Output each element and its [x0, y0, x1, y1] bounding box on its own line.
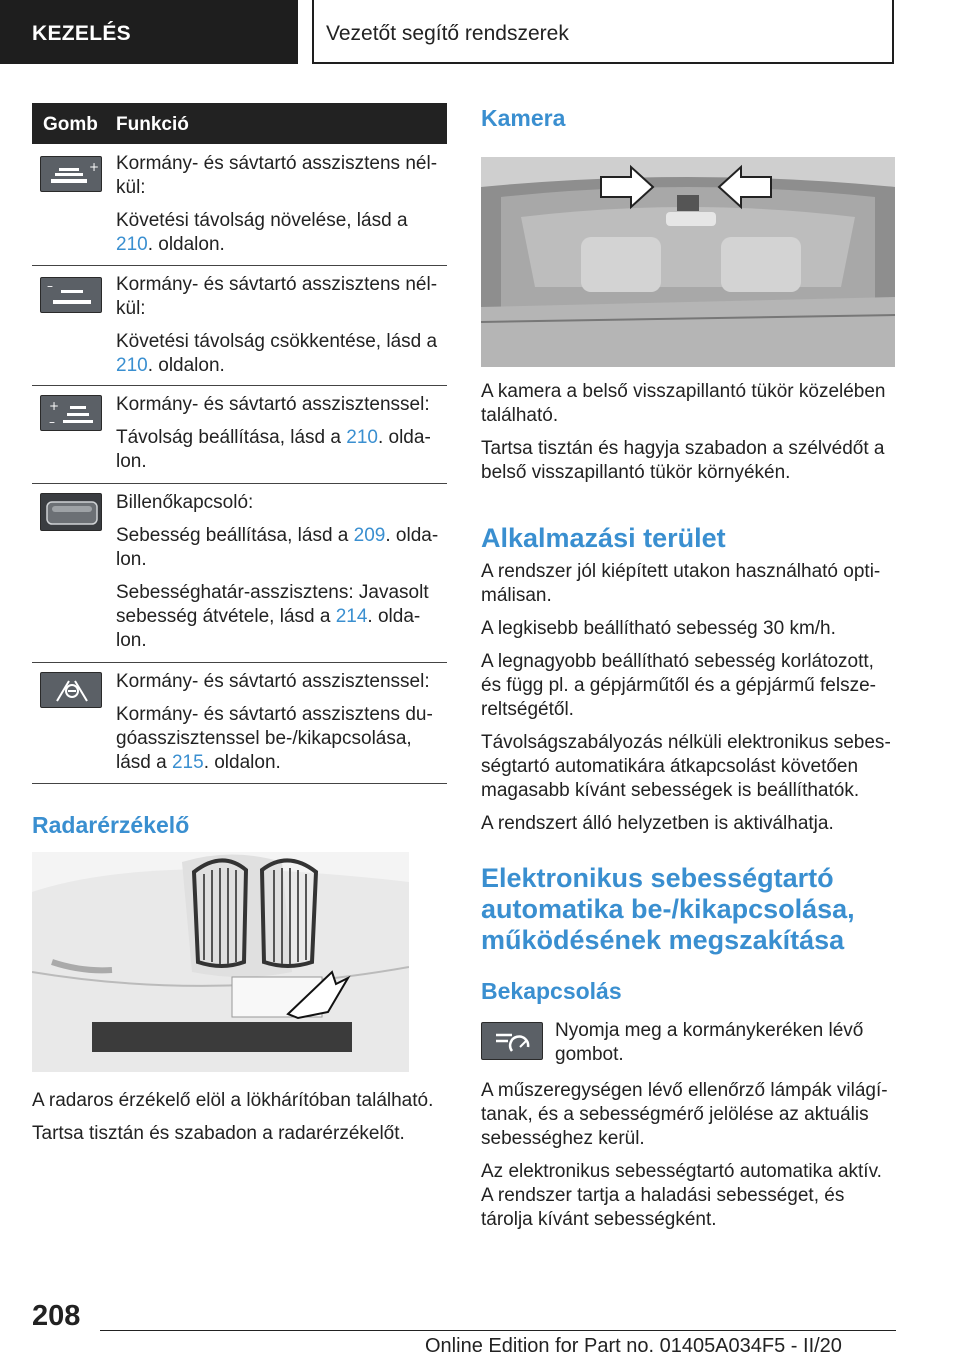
cruise-control-icon [481, 1022, 543, 1060]
scope-title: Alkalmazási terület [481, 523, 726, 553]
header-chapter-tab [312, 0, 894, 64]
edition-note: Online Edition for Part no. 01405A034F5 - II/20 [425, 1335, 842, 1357]
table-row [32, 385, 447, 484]
row-condition: Billenőkapcsoló: [116, 492, 254, 513]
row-condition: Kormány- és sávtartó asszisztens nélkül: [116, 153, 438, 198]
page-link[interactable]: 209 [353, 525, 386, 546]
distance-adjust-icon [40, 395, 102, 431]
page-number: 208 [32, 1300, 81, 1332]
svg-text:–: – [49, 415, 55, 429]
footer-divider [100, 1330, 896, 1331]
scope-paragraph: A rendszer jól kiépített utakon használható optimálisan. [481, 561, 881, 606]
rocker-switch-icon [40, 493, 102, 531]
svg-text:+: + [89, 160, 100, 174]
row-description: Követési távolság növelése, lásd a 210. oldalon. [116, 210, 408, 255]
scope-paragraph: Távolságszabályozás nélküli elektronikus sebességtartó automatikára átkapcsolást követően magasabb kívánt sebességek is beállíthatók. [481, 732, 891, 801]
svg-text:+: + [49, 399, 60, 413]
row-description: Távolság beállítása, lásd a 210. oldalon. [116, 427, 431, 472]
svg-text:–: – [47, 279, 53, 293]
table-header [32, 103, 447, 144]
row-description: Követési távolság csökkentése, lásd a 210. oldalon. [116, 331, 438, 376]
camera-title: Kamera [481, 105, 566, 131]
camera-image [481, 157, 895, 367]
table-header-button: Gomb [43, 114, 98, 135]
radar-paragraph: Tartsa tisztán és szabadon a radarérzékelőt. [32, 1123, 405, 1144]
header-chapter-label: Vezetőt segítő rendszerek [326, 22, 569, 45]
header-section-tab [0, 0, 298, 64]
header-section-label: KEZELÉS [32, 22, 131, 45]
distance-increase-icon [40, 156, 102, 192]
button-instruction: Nyomja meg a kormánykeréken lévő gombot. [555, 1020, 864, 1065]
page-link[interactable]: 210 [116, 355, 148, 376]
table-row [32, 483, 447, 663]
table-row [32, 144, 447, 266]
table-row [32, 662, 447, 784]
camera-paragraph: Tartsa tisztán és hagyja szabadon a szélvédőt a belső visszapillantó tükör környékén. [481, 438, 885, 483]
cruise-control-title: Elektronikus sebességtartó automatika be-/kikapcsolása, működésének megszakítása [481, 863, 855, 955]
scope-paragraph: A legkisebb beállítható sebesség 30 km/h. [481, 618, 836, 639]
page-link[interactable]: 215 [171, 752, 204, 773]
camera-paragraph: A kamera a belső visszapillantó tükör közelében található. [481, 381, 886, 426]
row-description-2: Sebességhatár-asszisztens: Javasolt sebesség átvétele, lásd a 214. oldalon. [116, 582, 429, 651]
camera-text [481, 380, 895, 494]
row-condition: Kormány- és sávtartó asszisztenssel: [116, 671, 430, 692]
scope-paragraph: A rendszert álló helyzetben is aktiválhatja. [481, 813, 834, 834]
distance-decrease-icon [40, 277, 102, 313]
scope-paragraph: A legnagyobb beállítható sebesség korlátozott, és függ pl. a gépjárműtől és a gépjármű felszereltségétől. [481, 651, 876, 720]
radar-text [32, 1089, 447, 1155]
radar-paragraph: A radaros érzékelő elöl a lökhárítóban található. [32, 1090, 434, 1111]
radar-title: Radarérzékelő [32, 812, 190, 838]
steering-assistant-icon [40, 672, 102, 708]
page-link[interactable]: 214 [335, 606, 368, 627]
cruise-paragraph: A műszeregységen lévő ellenőrző lámpák világítanak, és a sebességmérő jelölése az aktuális sebességhez kerül. [481, 1080, 888, 1149]
radar-sensor-image [32, 852, 409, 1072]
table-row [32, 265, 447, 386]
table-header-function: Funkció [116, 114, 189, 135]
activation-subtitle: Bekapcsolás [481, 978, 622, 1004]
scope-text [481, 560, 895, 845]
cruise-paragraph: Az elektronikus sebességtartó automatika aktív. A rendszer tartja a haladási sebességet, és tárolja kívánt sebességként. [481, 1161, 882, 1230]
row-description: Sebesség beállítása, lásd a 209. oldalon. [116, 525, 439, 570]
page-link[interactable]: 210 [346, 427, 378, 448]
cruise-control-text [481, 1079, 895, 1241]
row-condition: Kormány- és sávtartó asszisztens nélkül: [116, 274, 438, 319]
row-condition: Kormány- és sávtartó asszisztenssel: [116, 394, 430, 415]
page-link[interactable]: 210 [116, 234, 148, 255]
row-description: Kormány- és sávtartó asszisztens dugóasszisztenssel be-/kikapcsolása, lásd a 215. oldalon. [116, 704, 433, 773]
